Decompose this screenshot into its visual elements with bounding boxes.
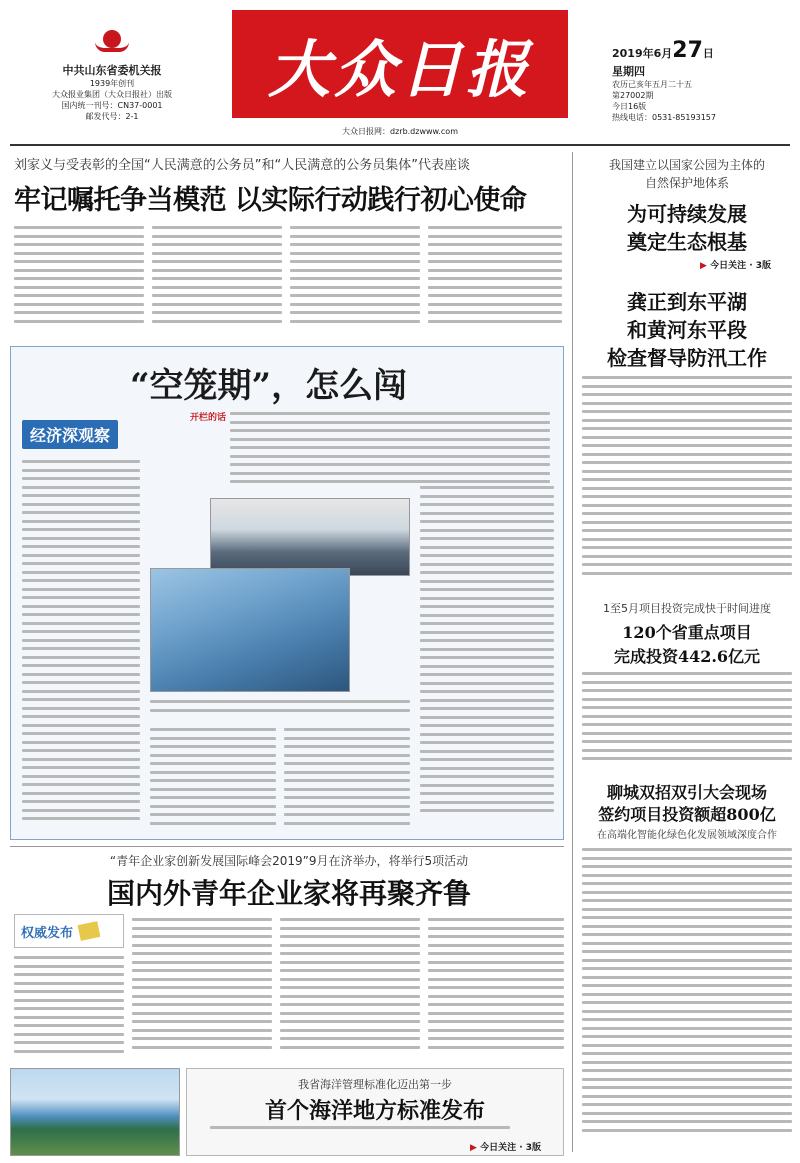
editor-note-tag: 开栏的话: [190, 413, 227, 423]
authority-badge-label: 权威发布: [21, 925, 74, 941]
story1-kicker-2: 自然保护地体系: [644, 176, 729, 190]
lunar-date: 农历己亥年五月二十五: [612, 80, 692, 89]
second-body-col-3: [280, 918, 420, 1060]
date-year-month: 2019年6月: [612, 47, 673, 60]
second-body-col-2: [132, 918, 272, 1060]
hotline: 热线电话：0531-85193157: [612, 113, 716, 122]
story3-kicker: 1至5月项目投资完成快于时间进度: [603, 602, 771, 615]
story4-headline-1[interactable]: 聊城双招双引大会现场: [606, 783, 767, 802]
story4-subhead: 在高端化智能化绿色化发展领域深度合作: [597, 830, 777, 841]
bottom-link[interactable]: [470, 1140, 541, 1153]
sponsor: 大众报业集团（大众日报社）出版: [52, 90, 172, 99]
section-rule: [10, 846, 564, 847]
right-column-divider: [572, 152, 573, 1152]
story1-link-label: 今日关注 · 3版: [710, 261, 772, 271]
photo-worker[interactable]: [150, 568, 350, 692]
cn-code: 国内统一刊号：CN37-0001: [61, 101, 163, 110]
arrow-right-icon: ▶: [470, 1143, 477, 1153]
lead-body-col-1: [14, 226, 144, 336]
dzwww-logo-icon: [95, 30, 129, 56]
lead-headline[interactable]: 牢记嘱托争当模范 以实际行动践行初心使命: [14, 185, 527, 216]
bottom-link-label: 今日关注 · 3版: [480, 1143, 542, 1153]
story3-headline-2[interactable]: 完成投资442.6亿元: [613, 647, 761, 666]
issue-number: 第27002期: [612, 91, 654, 100]
feature-body-col-3: [284, 728, 410, 832]
bottom-headline[interactable]: 首个海洋地方标准发布: [264, 1098, 485, 1124]
newspaper-title-block: [232, 10, 568, 118]
photo-control-room[interactable]: [210, 498, 410, 576]
feature-title[interactable]: “空笼期”，怎么闯: [130, 366, 408, 406]
post-code: 邮发代号：2-1: [85, 112, 139, 121]
story3-headline-1[interactable]: 120个省重点项目: [622, 623, 752, 642]
story1-headline-1[interactable]: 为可持续发展: [627, 202, 747, 226]
story1-kicker-1: 我国建立以国家公园为主体的: [608, 158, 765, 172]
second-kicker: “青年企业家创新发展国际峰会2019”9月在济举办，将举行5项活动: [109, 854, 469, 868]
story2-headline-1[interactable]: 龚正到东平湖: [627, 290, 747, 314]
second-body-col-1: [14, 956, 124, 1060]
photo-coastline[interactable]: [10, 1068, 180, 1156]
story2-body: [582, 376, 792, 588]
photo-caption: [150, 700, 410, 722]
lead-body-col-4: [428, 226, 562, 336]
lead-body-col-2: [152, 226, 282, 336]
feature-body-col-1: [22, 460, 140, 832]
page-count: 今日16版: [612, 102, 647, 111]
lead-body-col-3: [290, 226, 420, 336]
story4-headline-2[interactable]: 签约项目投资额超800亿: [598, 805, 776, 824]
second-headline[interactable]: 国内外青年企业家将再聚齐鲁: [106, 877, 471, 910]
publisher: 中共山东省委机关报: [62, 64, 162, 77]
founded: 1939年创刊: [89, 79, 135, 88]
story1-headline-2[interactable]: 奠定生态根基: [627, 230, 747, 254]
story4-body: [582, 848, 792, 1152]
masthead-right: [612, 38, 792, 123]
masthead-rule: [10, 144, 790, 146]
bottom-subline: [210, 1126, 510, 1136]
issue-date: [612, 38, 792, 63]
arrow-right-icon: ▶: [700, 261, 707, 271]
story1-link[interactable]: [700, 258, 771, 271]
lead-kicker: 刘家义与受表彰的全国“人民满意的公务员”和“人民满意的公务员集体”代表座谈: [14, 158, 470, 173]
editor-note-text: [230, 412, 550, 492]
story3-body: [582, 672, 792, 772]
story2-headline-2[interactable]: 和黄河东平段: [627, 318, 747, 342]
feature-body-col-4: [420, 486, 554, 832]
document-icon: [78, 921, 101, 941]
authority-badge: [14, 914, 124, 948]
newspaper-title: 大众日报: [267, 32, 532, 106]
date-suffix: 日: [702, 47, 714, 60]
second-body-col-4: [428, 918, 564, 1060]
bottom-kicker: 我省海洋管理标准化迈出第一步: [298, 1078, 452, 1091]
date-day: 27: [672, 38, 703, 63]
feature-body-col-2: [150, 728, 276, 832]
weekday: 星期四: [612, 65, 645, 78]
site-url[interactable]: 大众日报网：dzrb.dzwww.com: [342, 127, 458, 136]
masthead-left: [12, 8, 212, 121]
story2-headline-3[interactable]: 检查督导防汛工作: [607, 346, 767, 370]
feature-column-badge: 经济深观察: [22, 420, 118, 449]
